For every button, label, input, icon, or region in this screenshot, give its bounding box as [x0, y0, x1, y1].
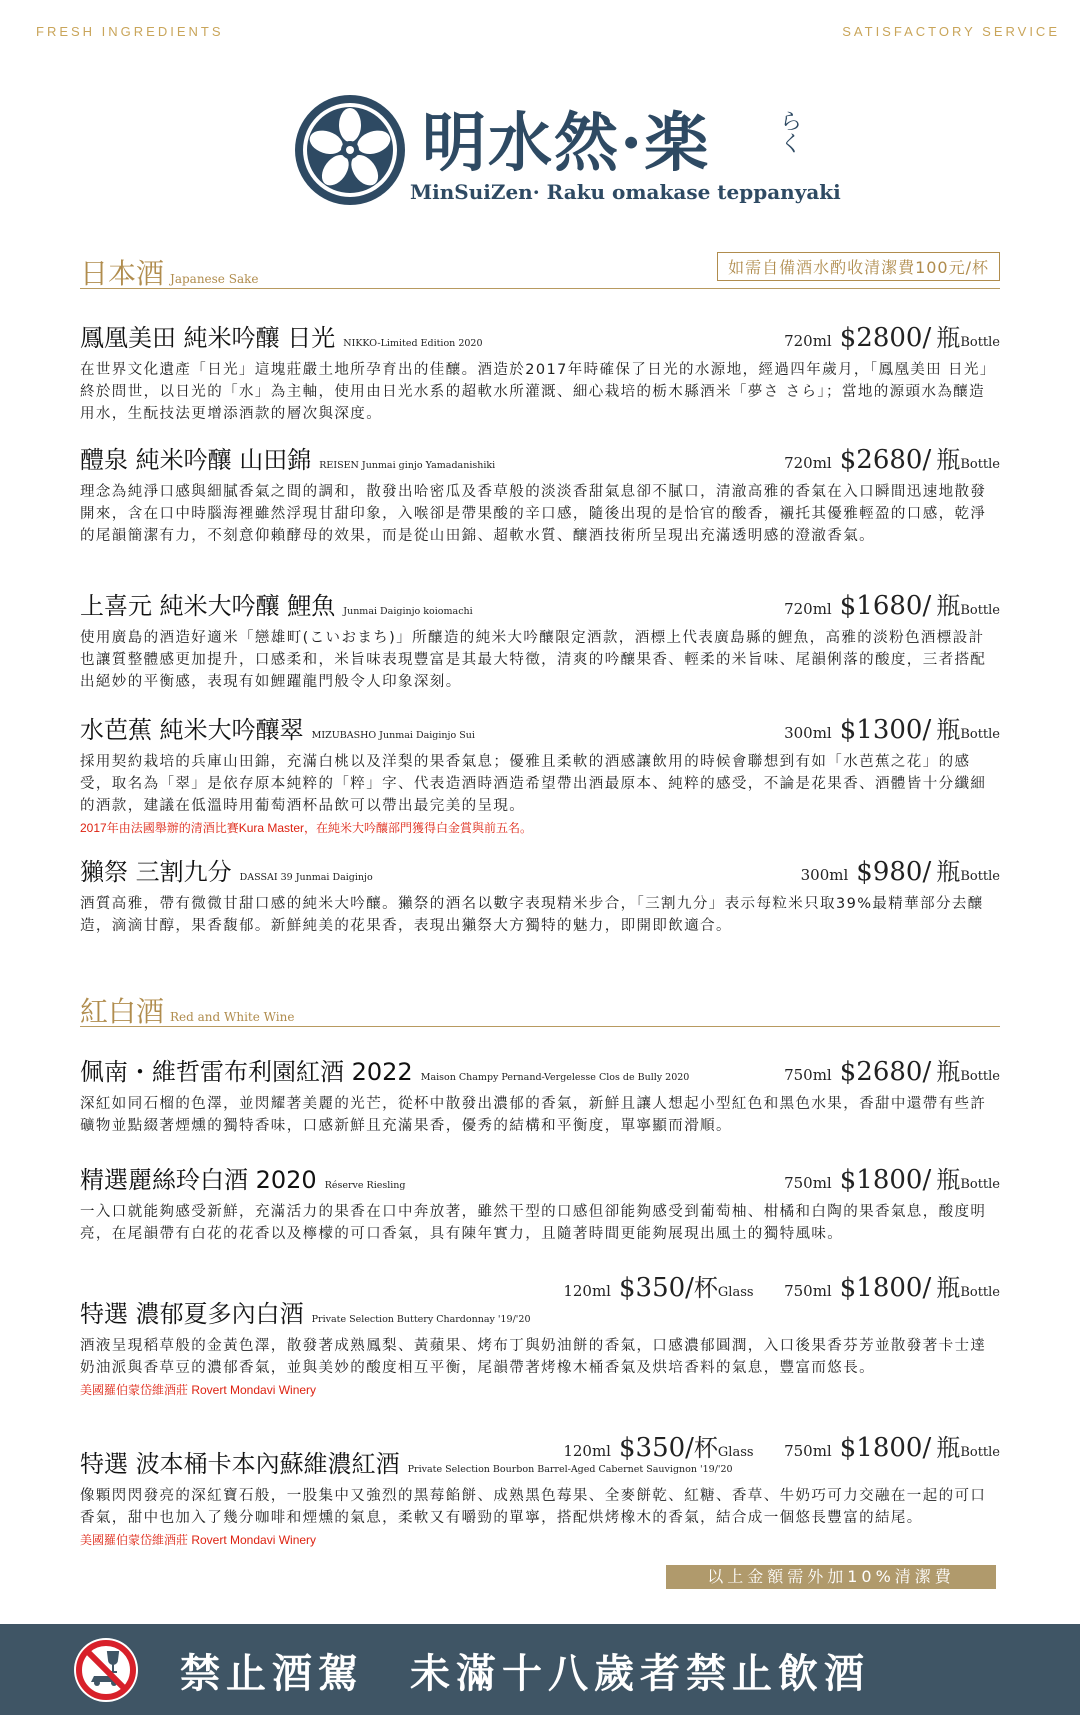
sake-section-header [80, 252, 1000, 289]
menu-item [80, 852, 1000, 937]
price-row [563, 1428, 1000, 1463]
unit: 瓶 [936, 446, 961, 474]
unit: 瓶 [936, 858, 961, 886]
brand-name-cn: 明水然·楽 [422, 106, 711, 181]
item-description: 使用廣島的酒造好適米「戀雄町(こいおまち)」所釀造的純米大吟釀限定酒款，酒標上代表廣島縣的鯉魚，高雅的淡粉色酒標設計也讓質整體感更加提升，口感柔和，米旨味表現豐富是其最大特徵，清爽的吟釀果香、輕柔的米旨味、尾韻俐落的酸度，三者搭配出絕妙的平衡感，表現有如鯉躍龍門般令人印象深刻。 [80, 630, 987, 690]
glass-unit: 杯 [693, 1274, 718, 1302]
volume: 720ml [784, 600, 832, 618]
item-description: 酒液呈現稻草般的金黃色澤，散發著成熟鳳梨、黃蘋果、烤布丁與奶油餅的香氣，口感濃郁圓潤，入口後果香芬芳並散發著卡士達奶油派與香草豆的濃郁香氣，並與美妙的酸度相互平衡，尾韻帶著烤橡木桶香氣及烘培香料的氣息，豐富而悠長。 [80, 1338, 987, 1376]
glass-unit-en: Glass [717, 1445, 754, 1460]
bottle-price [784, 318, 1000, 353]
item-subtitle: DASSAI 39 Junmai Daiginjo [239, 872, 373, 883]
unit-en: Bottle [960, 1445, 1000, 1460]
menu-item [80, 1268, 1000, 1398]
item-description: 採用契約栽培的兵庫山田錦，充滿白桃以及洋梨的果香氣息；優雅且柔軟的酒感讓飲用的時候會聯想到有如「水芭蕉之花」的感受，取名為「翠」是依存原本純粹的「粹」字、代表造酒時酒造希望帶出酒最原本、純粹的感受，不論是花果香、酒體皆十分纖細的酒款，建議在低溫時用葡萄酒杯品飲可以帶出最完美的呈現。 [80, 754, 987, 814]
bottle-price [784, 440, 1000, 475]
price: $1800/ [839, 1433, 932, 1463]
item-subtitle: Réserve Riesling [324, 1180, 406, 1191]
glass-volume: 120ml [563, 1282, 611, 1300]
brand-logo [292, 92, 841, 212]
bottle-price [784, 586, 1000, 621]
item-description: 像顆閃閃發亮的深紅寶石般，一股集中又強烈的黑莓餡餅、成熟黑色莓果、全麥餅乾、紅糖、香草、牛奶巧可力交融在一起的可口香氣，甜中也加入了幾分咖啡和煙燻的氣息，柔軟又有嚼勁的單寧，搭配烘烤橡木的香氣，結合成一個悠長豐富的結尾。 [80, 1488, 987, 1526]
unit-en: Bottle [960, 457, 1000, 472]
unit: 瓶 [936, 592, 961, 620]
volume: 720ml [784, 332, 832, 350]
unit: 瓶 [936, 1274, 961, 1302]
wine-section-header [80, 990, 1000, 1027]
item-subtitle: Private Selection Buttery Chardonnay '19/'20 [311, 1314, 531, 1325]
glass-price: $350/ [618, 1273, 694, 1303]
glass-unit: 杯 [693, 1434, 718, 1462]
unit-en: Bottle [960, 603, 1000, 618]
unit-en: Bottle [960, 335, 1000, 350]
item-description: 酒質高雅，帶有微微甘甜口感的純米大吟釀。獺祭的酒名以數字表現精米步合，「三割九分」表示每粒米只取39%最精華部分去釀造，滴滴甘醇，果香馥郁。新鮮純美的花果香，表現出獺祭大方獨特的魅力，即開即飲適合。 [80, 896, 984, 934]
unit: 瓶 [936, 324, 961, 352]
top-right-tag: SATISFACTORY SERVICE [842, 24, 1060, 39]
unit-en: Bottle [960, 1285, 1000, 1300]
section-title-en: Red and White Wine [170, 1010, 295, 1024]
item-subtitle: MIZUBASHO Junmai Daiginjo Sui [311, 730, 475, 741]
bottle-price [784, 1160, 1000, 1195]
glass-volume: 120ml [563, 1442, 611, 1460]
surcharge-note: 以上金額需外加10%清潔費 [666, 1565, 996, 1589]
no-drink-driving-icon [72, 1636, 140, 1704]
top-left-tag: FRESH INGREDIENTS [36, 24, 224, 39]
menu-item [80, 440, 1000, 547]
volume: 300ml [784, 724, 832, 742]
item-description: 在世界文化遺產「日光」這塊莊嚴土地所孕育出的佳釀。酒造於2017年時確保了日光的水源地，經過四年歲月，「鳳凰美田 日光」終於問世，以日光的「水」為主軸，使用由日光水系的超軟水所灌溉、細心栽培的栃木縣酒米「夢さ さら」；當地的源頭水為釀造用水，生酛技法更增添酒款的層次與深度。 [80, 362, 996, 422]
brand-kana: らく [780, 110, 803, 157]
item-name: 鳳凰美田 純米吟釀 日光 [80, 324, 336, 352]
item-subtitle: NIKKO-Limited Edition 2020 [343, 338, 483, 349]
volume: 720ml [784, 454, 832, 472]
award-note: 2017年由法國舉辦的清酒比賽Kura Master，在純米大吟釀部門獲得白金賞與前五名。 [80, 821, 533, 835]
item-name: 特選 波本桶卡本內蘇維濃紅酒 [80, 1450, 400, 1478]
glass-unit-en: Glass [717, 1285, 754, 1300]
menu-item [80, 586, 1000, 693]
section-title-cn: 日本酒 [80, 257, 165, 290]
unit: 瓶 [936, 1434, 961, 1462]
menu-item [80, 710, 1000, 836]
menu-item [80, 1052, 1000, 1137]
winery-note: 美國羅伯蒙岱維酒莊 Rovert Mondavi Winery [80, 1533, 317, 1547]
corkage-note: 如需自備酒水酌收清潔費100元/杯 [717, 252, 1000, 281]
price-row [563, 1268, 1000, 1303]
bottle-price [784, 1052, 1000, 1087]
unit-en: Bottle [960, 1069, 1000, 1084]
item-name: 上喜元 純米大吟釀 鯉魚 [80, 592, 336, 620]
unit: 瓶 [936, 1058, 961, 1086]
volume: 750ml [784, 1174, 832, 1192]
menu-item [80, 318, 1000, 425]
brand-name-en: MinSuiZen· Raku omakase teppanyaki [410, 180, 841, 204]
volume: 750ml [784, 1442, 832, 1460]
bottle-price [801, 852, 1000, 887]
unit: 瓶 [936, 1166, 961, 1194]
bottle-price [784, 710, 1000, 745]
volume: 300ml [800, 866, 849, 884]
unit: 瓶 [936, 716, 961, 744]
volume: 750ml [784, 1066, 832, 1084]
unit-en: Bottle [960, 727, 1000, 742]
item-name: 水芭蕉 純米大吟釀翠 [80, 716, 304, 744]
item-name: 佩南・維哲雷布利園紅酒 2022 [80, 1058, 413, 1086]
section-title-cn: 紅白酒 [80, 995, 165, 1028]
menu-item [80, 1160, 1000, 1245]
menu-item [80, 1428, 1000, 1548]
item-description: 理念為純淨口感與細膩香氣之間的調和，散發出哈密瓜及香草般的淡淡香甜氣息卻不膩口，清澈高雅的香氣在入口瞬間迅速地散發開來，含在口中時腦海裡雖然浮現甘甜印象，入喉卻是帶果酸的辛口感，隨後出現的是恰官的酸香，襯托其優雅輕盈的口感，乾淨的尾韻簡潔有力，不刻意仰賴酵母的效果，而是從山田錦、超軟水質、釀酒技術所呈現出充滿透明感的澄澈香氣。 [80, 484, 987, 544]
unit-en: Bottle [960, 869, 1000, 884]
price: $1800/ [839, 1165, 932, 1195]
glass-price: $350/ [618, 1433, 694, 1463]
price: $980/ [856, 857, 932, 887]
item-description: 一入口就能夠感受新鮮，充滿活力的果香在口中奔放著，雖然干型的口感但卻能夠感受到葡萄柚、柑橘和白陶的果香氣息，酸度明亮，在尾韻帶有白花的花香以及檸檬的可口香氣，具有陳年實力，且隨著時間更能夠展現出風土的獨特風味。 [80, 1204, 987, 1242]
price: $2680/ [839, 445, 932, 475]
price: $2680/ [839, 1057, 932, 1087]
price: $1680/ [839, 591, 932, 621]
footer-banner [0, 1624, 1080, 1715]
item-name: 醴泉 純米吟釀 山田錦 [80, 446, 312, 474]
price: $2800/ [839, 323, 932, 353]
flower-crest-icon [292, 92, 408, 208]
price: $1800/ [839, 1273, 932, 1303]
item-subtitle: Maison Champy Pernand-Vergelesse Clos de Bully 2020 [420, 1072, 690, 1083]
volume: 750ml [784, 1282, 832, 1300]
unit-en: Bottle [960, 1177, 1000, 1192]
item-subtitle: REISEN Junmai ginjo Yamadanishiki [319, 460, 496, 471]
section-title-en: Japanese Sake [170, 272, 259, 286]
item-name: 特選 濃郁夏多內白酒 [80, 1300, 304, 1328]
price: $1300/ [839, 715, 932, 745]
item-description: 深紅如同石榴的色澤，並閃耀著美麗的光芒，從杯中散發出濃郁的香氣，新鮮且讓人想起小型紅色和黑色水果，香甜中還帶有些許礦物並點綴著煙燻的獨特香味，口感新鮮且充滿果香，優秀的結構和平衡度，單寧顯而滑順。 [80, 1096, 987, 1134]
item-subtitle: Junmai Daiginjo koiomachi [343, 606, 473, 617]
footer-warning: 禁止酒駕 未滿十八歲者禁止飲酒 [180, 1651, 870, 1697]
item-subtitle: Private Selection Bourbon Barrel-Aged Cabernet Sauvignon '19/'20 [407, 1464, 733, 1475]
item-name: 精選麗絲玲白酒 2020 [80, 1166, 317, 1194]
winery-note: 美國羅伯蒙岱維酒莊 Rovert Mondavi Winery [80, 1383, 317, 1397]
item-name: 獺祭 三割九分 [80, 858, 232, 886]
